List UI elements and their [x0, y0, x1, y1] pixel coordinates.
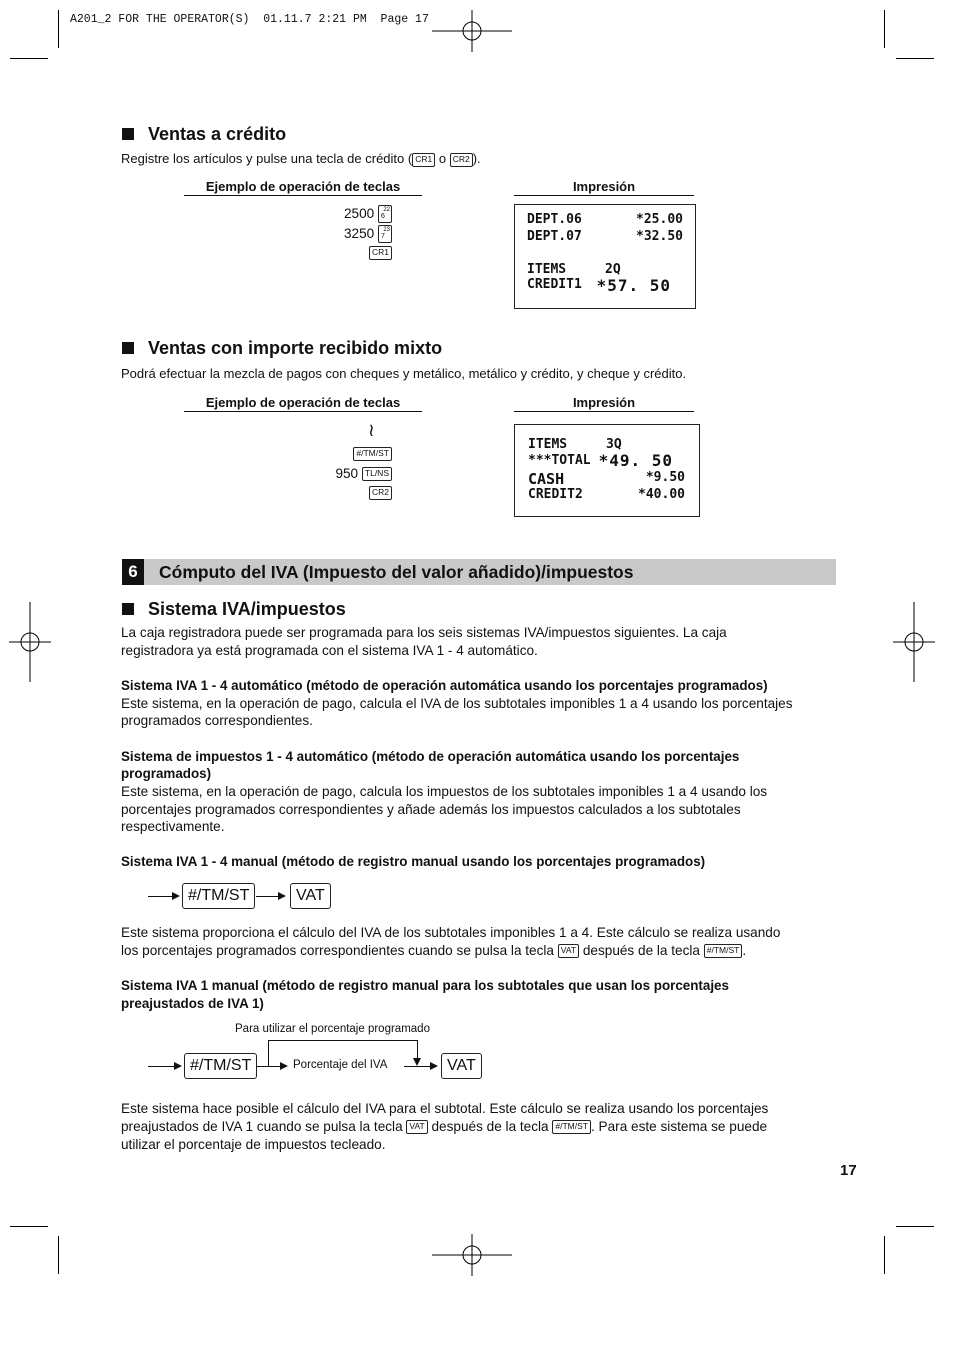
receipt-line: ***TOTAL *49. 50 [528, 451, 673, 470]
tmst-key-icon: #/TM/ST [552, 1120, 591, 1134]
dept-key-icon: 23 7 [378, 225, 392, 243]
key-op-row: 950 TL/NS [300, 465, 392, 483]
tmst-key-icon: #/TM/ST [704, 944, 743, 958]
bracket-line [268, 1040, 418, 1041]
column-header-keys: Ejemplo de operación de teclas [184, 179, 422, 196]
tmst-key-icon: #/TM/ST [353, 447, 392, 461]
receipt-line: CREDIT2 *40.00 [528, 487, 685, 502]
system-2-text: Este sistema, en la operación de pago, calcula los impuestos de los subtotales imponibles 1 a 4 usando los [121, 784, 768, 799]
system-1-title: Sistema IVA 1 - 4 automático (método de operación automática usando los porcentajes programados) [121, 678, 768, 693]
receipt-line: CASH *9.50 [528, 470, 685, 488]
column-header-print: Impresión [514, 179, 694, 196]
key-op-row: 3250 23 7 [300, 225, 392, 243]
arrow-line [256, 1066, 280, 1067]
diagram-label-programmed: Para utilizar el porcentaje programado [235, 1023, 430, 1035]
dept-key-icon: 22 6 [378, 205, 392, 223]
crop-mark [10, 58, 48, 59]
vat-key-icon: VAT [290, 883, 331, 909]
arrow-line [148, 896, 172, 897]
arrow-line [148, 1066, 174, 1067]
crop-mark [884, 1236, 885, 1274]
arrow-right-icon [430, 1062, 438, 1070]
arrow-line [404, 1066, 430, 1067]
system-3-text: Este sistema proporciona el cálculo del IVA de los subtotales imponibles 1 a 4. Este cálculo se realiza usando [121, 925, 781, 940]
section-title-vat: Sistema IVA/impuestos [122, 599, 346, 620]
receipt-line: CREDIT1 *57. 50 [527, 276, 671, 295]
receipt-line: ITEMS 2Q [527, 262, 621, 277]
section-title-mixed: Ventas con importe recibido mixto [122, 338, 442, 359]
receipt-line: DEPT.07 *32.50 [527, 229, 683, 244]
system-1-text: Este sistema, en la operación de pago, calcula el IVA de los subtotales imponibles 1 a 4 usando los porcentajes [121, 696, 793, 711]
diagram-label-rate: Porcentaje del IVA [293, 1059, 388, 1071]
section-title-credit: Ventas a crédito [122, 124, 286, 145]
system-2-title: Sistema de impuestos 1 - 4 automático (método de operación automática usando los porcentajes [121, 749, 740, 764]
arrow-right-icon [172, 892, 180, 900]
mixed-intro: Podrá efectuar la mezcla de pagos con cheques y metálico, metálico y crédito, y cheque y crédito. [121, 366, 687, 381]
arrow-right-icon [174, 1062, 182, 1070]
key-op-row [300, 484, 392, 502]
system-4-title: preajustados de IVA 1) [121, 996, 264, 1011]
vat-intro-line: La caja registradora puede ser programada para los seis sistemas IVA/impuestos siguientes. La caja [121, 625, 727, 640]
vat-key-icon: VAT [558, 944, 579, 958]
system-2-text: respectivamente. [121, 819, 225, 834]
system-4-text: utilizar el porcentaje de impuestos tecleado. [121, 1137, 386, 1152]
square-bullet-icon [122, 342, 134, 354]
system-2-text: porcentajes programados correspondientes y añade además los impuestos calculados a los subtotales [121, 802, 741, 817]
tlns-key-icon: TL/NS [362, 467, 392, 481]
arrow-down-icon [413, 1058, 421, 1066]
system-4-title: Sistema IVA 1 manual (método de registro manual para los subtotales que usan los porcentajes [121, 978, 729, 993]
receipt-mixed [514, 424, 700, 517]
tmst-key-icon: #/TM/ST [184, 1053, 257, 1079]
system-4-text: preajustados de IVA 1 cuando se pulsa la tecla VAT después de la tecla #/TM/ST . Para este sistema se puede [121, 1119, 768, 1134]
key-op-row: 2500 22 6 [300, 205, 392, 223]
crop-mark [896, 58, 934, 59]
registration-mark [432, 10, 512, 52]
tmst-key-icon: #/TM/ST [182, 883, 255, 909]
arrow-right-icon [280, 1062, 288, 1070]
system-3-text: los porcentajes programados correspondientes cuando se pulsa la tecla VAT después de la tecla #/TM/ST . [121, 943, 747, 958]
bracket-line [268, 1040, 269, 1066]
system-1-text: programados correspondientes. [121, 713, 313, 728]
system-3-title: Sistema IVA 1 - 4 manual (método de registro manual usando los porcentajes programados) [121, 854, 706, 869]
bracket-line [417, 1040, 418, 1058]
section-number: 6 [122, 559, 144, 585]
print-header-line: A201_2 FOR THE OPERATOR(S) 01.11.7 2:21 PM Page 17 [70, 13, 429, 26]
arrow-line [256, 896, 278, 897]
vat-intro-line: registradora ya está programada con el sistema IVA 1 - 4 automático. [121, 643, 538, 658]
square-bullet-icon [122, 603, 134, 615]
registration-mark [432, 1234, 512, 1276]
credit-intro: Registre los artículos y pulse una tecla de crédito ( CR1 o CR2 ). [121, 151, 481, 166]
section-6-bar [122, 559, 836, 585]
vat-key-icon: VAT [406, 1120, 427, 1134]
column-header-print: Impresión [514, 395, 694, 412]
system-2-title: programados) [121, 766, 212, 781]
vat-key-icon: VAT [441, 1053, 482, 1079]
cr1-key-icon: CR1 [412, 153, 435, 167]
cr2-key-icon: CR2 [369, 486, 392, 500]
receipt-line: ITEMS 3Q [528, 437, 622, 452]
wavy-separator-icon: ≀ [368, 420, 375, 440]
registration-mark [893, 602, 935, 682]
crop-mark [10, 1226, 48, 1227]
page-number: 17 [840, 1162, 857, 1179]
registration-mark [9, 602, 51, 682]
arrow-right-icon [278, 892, 286, 900]
cr1-key-icon: CR1 [369, 246, 392, 260]
receipt-line: DEPT.06 *25.00 [527, 212, 683, 227]
square-bullet-icon [122, 128, 134, 140]
crop-mark [884, 10, 885, 48]
cr2-key-icon: CR2 [450, 153, 473, 167]
system-4-text: Este sistema hace posible el cálculo del IVA para el subtotal. Este cálculo se realiza usando los porcentajes [121, 1101, 769, 1116]
section-6-title: Cómputo del IVA (Impuesto del valor añadido)/impuestos [159, 562, 634, 582]
key-op-row [300, 244, 392, 262]
receipt-credit [514, 204, 696, 309]
crop-mark [896, 1226, 934, 1227]
column-header-keys: Ejemplo de operación de teclas [184, 395, 422, 412]
crop-mark [58, 10, 59, 48]
key-op-row [300, 445, 392, 463]
crop-mark [58, 1236, 59, 1274]
